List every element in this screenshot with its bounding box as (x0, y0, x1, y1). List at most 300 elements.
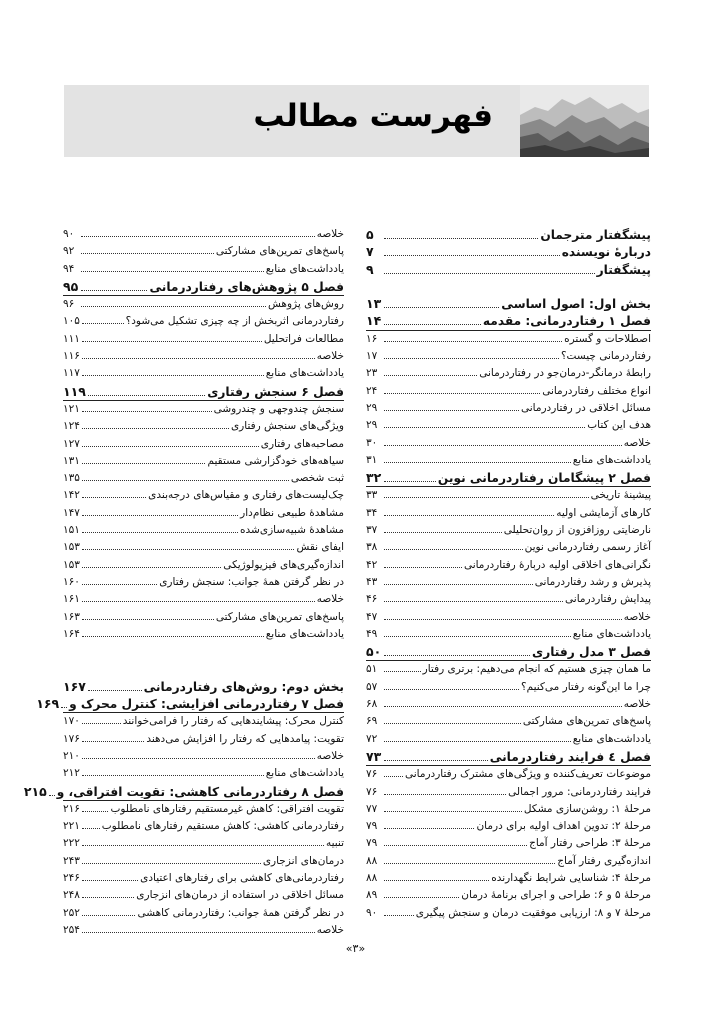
toc-page-number: ۱۳۱ (63, 454, 80, 467)
toc-entry[interactable] (63, 765, 344, 782)
toc-entry-title: خلاصه (316, 228, 344, 240)
dot-leader (82, 438, 259, 447)
toc-entry-title: مسائل اخلاقی در استفاده از درمان‌های انزجاری (136, 889, 344, 902)
toc-entry-title: تنبیه (325, 837, 344, 850)
toc-page-number: ۷ (366, 244, 374, 260)
toc-page-number: ۳۳ (366, 489, 378, 502)
toc-page-number: ۴۲ (366, 558, 378, 571)
page-title: فهرست مطالب (253, 98, 493, 134)
dot-leader (82, 750, 315, 759)
dot-leader (81, 282, 147, 291)
toc-entry[interactable] (366, 887, 651, 904)
toc-page-number: ۴۳ (366, 575, 378, 588)
toc-entry-title: اصطلاحات و گستره (564, 332, 651, 345)
toc-heading-entry[interactable] (23, 783, 344, 801)
toc-entry-title: فصل ۲ پیشگامان رفتاردرمانی نوین (437, 471, 651, 486)
dot-leader (384, 611, 622, 620)
toc-page-number: ۲۴۶ (63, 871, 80, 884)
toc-page-number: ۱۷۶ (63, 732, 80, 745)
toc-entry-title: مرحلهٔ ۱: روشن‌سازی مشکل (523, 802, 651, 815)
toc-entry-title: مسائل اخلاقی در رفتاردرمانی (520, 401, 651, 414)
toc-entry[interactable] (63, 539, 344, 556)
dot-leader (384, 786, 506, 795)
dot-leader (82, 472, 289, 481)
toc-page-number: ۷۲ (366, 732, 378, 745)
dot-leader (384, 265, 595, 274)
toc-page-number: ۹۰ (63, 228, 75, 240)
toc-page-number: ۸۹ (366, 889, 378, 902)
dot-leader (82, 403, 212, 412)
dot-leader (384, 247, 560, 256)
toc-entry-title: رفتاردرمانی‌های کاهشی برای رفتارهای اعتیادی (140, 871, 344, 884)
toc-page-number: ۲۱۵ (23, 783, 47, 799)
toc-entry[interactable] (366, 713, 651, 730)
dot-leader (384, 593, 563, 602)
toc-page-number: ۸۸ (366, 854, 378, 867)
toc-entry[interactable] (63, 436, 344, 453)
toc-page-number: ۲۲۲ (63, 837, 80, 850)
toc-page-number: ۸۸ (366, 871, 378, 884)
toc-page-number: ۹۴ (63, 262, 75, 275)
dot-leader (88, 682, 142, 691)
dot-leader (384, 489, 589, 498)
toc-page-number: ۲۵۴ (63, 923, 80, 936)
toc-page-number: ۱۱۷ (63, 367, 80, 380)
toc-heading-entry[interactable] (63, 383, 344, 401)
dot-leader (384, 820, 474, 829)
dot-leader (384, 663, 421, 672)
toc-page-number: ۱۵۳ (63, 541, 80, 554)
toc-entry[interactable] (366, 505, 651, 522)
toc-entry-title: مشاهدهٔ شبیه‌سازی‌شده (240, 524, 344, 537)
toc-entry-title: پاسخ‌های تمرین‌های مشارکتی (522, 715, 651, 728)
toc-heading-entry[interactable] (366, 243, 651, 260)
toc-entry-title: فرایند رفتاردرمانی: مرور اجمالی (508, 785, 651, 798)
toc-entry[interactable] (63, 801, 344, 818)
toc-entry-title: نارضایتی روزافزون از روان‌تحلیلی (503, 524, 651, 537)
toc-left-column (23, 226, 344, 939)
toc-page-number: ۱۴۷ (63, 506, 80, 519)
toc-entry-title: سیاهه‌های خودگزارشی مستقیم (207, 454, 344, 467)
dot-leader (81, 228, 315, 237)
toc-entry[interactable] (63, 853, 344, 870)
dot-leader (82, 924, 315, 933)
toc-page-number: ۱۶۴ (63, 627, 80, 640)
toc-heading-entry[interactable] (366, 643, 651, 661)
dot-leader (82, 576, 157, 585)
toc-page-number: ۲۴۳ (63, 854, 80, 867)
dot-leader (384, 541, 523, 550)
toc-entry[interactable] (63, 401, 344, 418)
toc-page-number: ۲۹ (366, 419, 378, 432)
toc-entry[interactable] (366, 696, 651, 713)
toc-entry-title: مصاحبه‌های رفتاری (260, 437, 344, 450)
toc-entry-title: یادداشت‌های منابع (265, 767, 344, 780)
toc-entry-title: کارهای آزمایشی اولیه (556, 506, 651, 519)
toc-entry-title: دربارهٔ نویسنده (561, 245, 651, 260)
dot-leader (384, 907, 414, 916)
dot-leader (81, 263, 264, 272)
toc-page-number: ۱۶۷ (63, 678, 86, 694)
dot-leader (49, 787, 55, 796)
toc-page-number: ۳۷ (366, 524, 378, 537)
toc-entry[interactable] (366, 609, 651, 626)
toc-page-number: ۶۸ (366, 698, 378, 711)
dot-leader (384, 647, 530, 656)
toc-page-number: ۱۶۳ (63, 610, 80, 623)
toc-entry[interactable] (366, 731, 651, 748)
toc-entry[interactable] (366, 365, 651, 382)
toc-page-number: ۲۹ (366, 401, 378, 414)
toc-page-number: ۲۴۸ (63, 889, 80, 902)
dot-leader (82, 524, 238, 533)
dot-leader (82, 541, 295, 550)
page-number: «۳» (345, 942, 366, 955)
toc-page-number: ۳۱ (366, 453, 378, 466)
toc-page-number: ۲۲۱ (63, 820, 80, 833)
toc-entry[interactable] (366, 539, 651, 556)
toc-entry[interactable] (366, 400, 651, 417)
dot-leader (384, 733, 571, 742)
dot-leader (82, 803, 109, 812)
dot-leader (384, 698, 622, 707)
toc-entry-title: پاسخ‌های تمرین‌های مشارکتی (215, 610, 344, 623)
toc-page-number: ۳۴ (366, 506, 378, 519)
dot-leader (82, 593, 315, 602)
toc-entry[interactable] (366, 417, 651, 434)
toc-entry-title: تقویت: پیامدهایی که رفتار را افزایش می‌دهند (146, 732, 344, 745)
toc-entry[interactable] (366, 331, 651, 348)
toc-entry[interactable] (63, 591, 344, 608)
dot-leader (384, 333, 562, 342)
toc-page-number: ۲۳ (366, 367, 378, 380)
dot-leader (384, 576, 533, 585)
toc-entry-title: انواع مختلف رفتاردرمانی (542, 384, 651, 397)
toc-entry-title: اندازه‌گیری رفتار آماج (557, 854, 651, 867)
toc-entry[interactable] (63, 574, 344, 591)
toc-page-number: ۳۲ (366, 470, 382, 486)
dot-leader (82, 559, 221, 568)
toc-entry-title: پیدایش رفتاردرمانی (565, 593, 651, 606)
toc-entry-title: یادداشت‌های منابع (572, 453, 651, 466)
toc-heading-entry[interactable] (366, 226, 651, 243)
toc-page-number: ۷۹ (366, 820, 378, 833)
dot-leader (82, 907, 136, 916)
dot-leader (384, 402, 519, 411)
dot-leader (81, 245, 214, 254)
toc-entry[interactable] (63, 418, 344, 435)
dot-leader (384, 524, 502, 533)
dot-leader (384, 367, 477, 376)
toc-page-number: ۱۲۱ (63, 402, 80, 415)
dot-leader (82, 889, 134, 898)
toc-page-number: ۵۱ (366, 663, 378, 676)
toc-entry-title: مرحلهٔ ۴: شناسایی شرایط نگهدارنده (491, 871, 651, 884)
toc-page-number: ۷۶ (366, 768, 378, 781)
dot-leader (82, 420, 229, 429)
dot-leader (384, 872, 489, 881)
toc-entry-title: فصل ۱ رفتاردرمانی: مقدمه (482, 314, 651, 329)
toc-entry[interactable] (366, 801, 651, 818)
toc-entry-title: خلاصه (623, 436, 651, 449)
toc-entry[interactable] (63, 870, 344, 887)
toc-entry[interactable] (366, 835, 651, 852)
toc-entry[interactable] (63, 505, 344, 522)
toc-page-number: ۱۶۹ (36, 696, 60, 712)
dot-leader (384, 855, 555, 864)
toc-page-number: ۱۷۰ (63, 715, 80, 728)
toc-entry-title: مرحلهٔ ۲: تدوین اهداف اولیه برای درمان (476, 820, 651, 833)
toc-spacer (63, 643, 344, 678)
toc-heading-entry[interactable] (366, 261, 651, 278)
dot-leader (88, 387, 205, 396)
dot-leader (384, 803, 522, 812)
toc-entry[interactable] (63, 626, 344, 643)
toc-entry-title: فصل ۶ سنجش رفتاری (207, 384, 344, 399)
toc-spacer (366, 278, 651, 295)
dot-leader (82, 820, 100, 829)
dot-leader (384, 837, 527, 846)
toc-entry-title: در نظر گرفتن همهٔ جوانب: سنجش رفتاری (159, 575, 344, 588)
toc-page-number: ۱۴۲ (63, 489, 80, 502)
dot-leader (384, 752, 488, 761)
dot-leader (82, 455, 206, 464)
toc-page-number: ۵۰ (366, 644, 382, 660)
toc-page-number: ۱۶ (366, 332, 378, 345)
toc-entry[interactable] (63, 731, 344, 748)
toc-entry[interactable] (366, 853, 651, 870)
dot-leader (384, 628, 571, 637)
dot-leader (384, 454, 571, 463)
dot-leader (82, 837, 324, 846)
toc-entry[interactable] (63, 557, 344, 574)
toc-heading-entry[interactable] (63, 678, 344, 695)
toc-entry-title: پیشگفتار (596, 262, 651, 277)
toc-heading-entry[interactable] (366, 469, 651, 487)
toc-entry-title: خلاصه (316, 350, 344, 363)
dot-leader (82, 628, 264, 637)
toc-entry-title: مطالعات فراتحلیل (263, 332, 344, 345)
toc-entry-title: بخش دوم: روش‌های رفتاردرمانی (143, 679, 344, 694)
toc-entry[interactable] (366, 348, 651, 365)
dot-leader (384, 559, 462, 568)
toc-page-number: ۷۷ (366, 802, 378, 815)
toc-page-number: ۹۵ (63, 278, 79, 294)
toc-entry-title: مرحلهٔ ۵ و ۶: طراحی و اجرای برنامهٔ درمان (461, 889, 651, 902)
toc-entry-title: ثبت شخصی (290, 472, 344, 485)
dot-leader (384, 681, 519, 690)
toc-entry[interactable] (63, 487, 344, 504)
toc-entry-title: ایفای نقش (296, 541, 344, 554)
dot-leader (384, 299, 499, 308)
toc-entry-title: خلاصه (623, 698, 651, 711)
toc-entry[interactable] (63, 522, 344, 539)
toc-entry[interactable] (366, 679, 651, 696)
dot-leader (82, 489, 146, 498)
dot-leader (384, 437, 622, 446)
dot-leader (384, 889, 459, 898)
toc-entry[interactable] (63, 313, 344, 330)
toc-entry-title: موضوعات تعریف‌کننده و ویژگی‌های مشترک رفتاردرمانی (404, 768, 651, 781)
toc-entry-title: کنترل محرک: پیشایندهایی که رفتار را فرامی‌خوانند (122, 715, 344, 728)
toc-entry-title: روش‌های پژوهش (268, 298, 344, 311)
toc-entry[interactable] (63, 296, 344, 313)
toc-page-number: ۱۱۶ (63, 350, 80, 363)
toc-entry-title: درمان‌های انزجاری (262, 854, 344, 867)
toc-entry-title: رابطهٔ درمانگر-درمان‌جو در رفتاردرمانی (479, 367, 651, 380)
toc-entry-title: یادداشت‌های منابع (572, 732, 651, 745)
toc-page-number: ۷۹ (366, 837, 378, 850)
dot-leader (384, 419, 585, 428)
dot-leader (384, 507, 554, 516)
toc-entry-title: چرا ما این‌گونه رفتار می‌کنیم؟ (521, 680, 651, 693)
toc-entry-title: در نظر گرفتن همهٔ جوانب: رفتاردرمانی کاهشی (137, 906, 344, 919)
toc-entry[interactable] (366, 905, 651, 922)
toc-entry[interactable] (63, 261, 344, 278)
toc-page-number: ۱۵۳ (63, 558, 80, 571)
toc-right-column (366, 226, 651, 922)
toc-entry-title: فصل ٤ فرایند رفتاردرمانی (489, 749, 651, 764)
toc-entry-title: خلاصه (316, 749, 344, 762)
dot-leader (82, 855, 261, 864)
dot-leader (82, 350, 315, 359)
toc-entry[interactable] (366, 818, 651, 835)
toc-entry[interactable] (366, 626, 651, 643)
toc-entry-title: ما همان چیزی هستیم که انجام می‌دهیم: برتری رفتار (422, 663, 651, 676)
dot-leader (81, 298, 266, 307)
toc-page-number: ۲۱۶ (63, 802, 80, 815)
toc-entry[interactable] (63, 818, 344, 835)
toc-heading-entry[interactable] (366, 312, 651, 330)
toc-entry-title: مرحلهٔ ۳: طراحی رفتار آماج (529, 837, 651, 850)
toc-page-number: ۹ (366, 261, 374, 277)
toc-heading-entry[interactable] (36, 695, 344, 713)
toc-entry[interactable] (63, 748, 344, 765)
dot-leader (82, 367, 264, 376)
toc-entry[interactable] (366, 870, 651, 887)
toc-entry-title: خلاصه (316, 923, 344, 936)
toc-entry[interactable] (366, 591, 651, 608)
toc-entry[interactable] (63, 609, 344, 626)
toc-entry[interactable] (366, 766, 651, 783)
toc-entry[interactable] (63, 713, 344, 730)
toc-entry[interactable] (63, 453, 344, 470)
toc-entry[interactable] (366, 452, 651, 469)
toc-page-number: ۵۷ (366, 680, 378, 693)
toc-entry[interactable] (366, 383, 651, 400)
toc-page-number: ۱۲۴ (63, 420, 80, 433)
toc-page-number: ۱۴ (366, 313, 382, 329)
toc-page-number: ۴۹ (366, 627, 378, 640)
toc-entry[interactable] (63, 887, 344, 904)
toc-page-number: ۱۷ (366, 350, 378, 363)
toc-entry-title: سنجش چندوجهی و چندروشی (213, 402, 344, 415)
toc-entry[interactable] (63, 835, 344, 852)
toc-entry[interactable] (63, 905, 344, 922)
dot-leader (82, 872, 138, 881)
toc-page-number: ۱۶۱ (63, 593, 80, 606)
toc-entry-title: چک‌لیست‌های رفتاری و مقیاس‌های درجه‌بندی (148, 489, 344, 502)
toc-entry[interactable] (366, 574, 651, 591)
toc-entry-title: یادداشت‌های منابع (572, 627, 651, 640)
toc-entry-title: رفتاردرمانی اثربخش از چه چیزی تشکیل می‌شود؟ (125, 315, 344, 328)
toc-entry-title: پذیرش و رشد رفتاردرمانی (534, 575, 651, 588)
toc-heading-entry[interactable] (366, 748, 651, 766)
toc-entry-title: یادداشت‌های منابع (265, 367, 344, 380)
toc-entry[interactable] (63, 365, 344, 382)
toc-page-number: ۱۶۰ (63, 575, 80, 588)
toc-entry-title: اندازه‌گیری‌های فیزیولوژیکی (223, 558, 344, 571)
toc-entry-title: بخش اول: اصول اساسی (501, 297, 651, 312)
dot-leader (384, 385, 540, 394)
toc-entry-title: خلاصه (623, 610, 651, 623)
toc-entry[interactable] (63, 470, 344, 487)
toc-entry-title: مشاهدهٔ طبیعی نظام‌دار (240, 506, 344, 519)
dot-leader (384, 473, 436, 482)
dot-leader (82, 333, 262, 342)
toc-page-number: ۵ (366, 227, 374, 242)
toc-entry[interactable] (63, 331, 344, 348)
dot-leader (82, 733, 144, 742)
toc-entry-title: نگرانی‌های اخلاقی اولیه دربارهٔ رفتاردرمانی (463, 558, 651, 571)
toc-page-number: ۹۶ (63, 298, 75, 311)
toc-page-number: ۲۱۰ (63, 749, 80, 762)
toc-page-number: ۲۱۲ (63, 767, 80, 780)
toc-entry[interactable] (366, 435, 651, 452)
toc-page-number: ۱۲۷ (63, 437, 80, 450)
toc-page-number: ۱۳ (366, 296, 382, 312)
toc-page-number: ۷۶ (366, 785, 378, 798)
toc-entry[interactable] (63, 226, 344, 243)
toc-page-number: ۳۰ (366, 436, 378, 449)
toc-heading-entry[interactable] (63, 278, 344, 296)
toc-entry[interactable] (63, 243, 344, 260)
toc-page-number: ۴۷ (366, 610, 378, 623)
toc-entry-title: فصل ۵ پژوهش‌های رفتاردرمانی (149, 279, 344, 294)
mountain-landscape-photo (520, 85, 649, 157)
toc-page-number: ۱۱۹ (63, 383, 86, 399)
toc-entry[interactable] (366, 557, 651, 574)
toc-entry-title: یادداشت‌های منابع (265, 262, 344, 275)
toc-entry-title: مرحلهٔ ۷ و ۸: ارزیابی موفقیت درمان و سنجش پیگیری (415, 906, 651, 919)
toc-entry-title: پیشینهٔ تاریخی (590, 489, 651, 502)
toc-entry-title: پیشگفتار مترجمان (540, 228, 651, 242)
toc-entry[interactable] (366, 784, 651, 801)
toc-page-number: ۱۱۱ (63, 332, 80, 345)
dot-leader (384, 768, 403, 777)
toc-entry-title: فصل ۷ رفتاردرمانی افزایشی: کنترل محرک و (69, 697, 344, 712)
toc-entry[interactable] (63, 348, 344, 365)
toc-page-number: ۳۸ (366, 541, 378, 554)
dot-leader (384, 316, 481, 325)
toc-entry-title: ویژگی‌های سنجش رفتاری (230, 420, 344, 433)
toc-page-number: ۶۹ (366, 715, 378, 728)
toc-entry-title: خلاصه (316, 593, 344, 606)
dot-leader (384, 350, 559, 359)
toc-entry-title: فصل ۸ رفتاردرمانی کاهشی: تقویت افتراقی، و (56, 784, 344, 799)
toc-entry-title: رفتاردرمانی کاهشی: کاهش مستقیم رفتارهای نامطلوب (101, 820, 344, 833)
toc-heading-entry[interactable] (366, 295, 651, 312)
toc-page-number: ۱۳۵ (63, 472, 80, 485)
toc-entry[interactable] (366, 487, 651, 504)
dot-leader (82, 715, 121, 724)
dot-leader (61, 699, 67, 708)
toc-entry[interactable] (63, 922, 344, 939)
dot-leader (384, 230, 538, 239)
toc-entry-title: هدف این کتاب (587, 419, 651, 432)
toc-entry[interactable] (366, 661, 651, 678)
toc-entry[interactable] (366, 522, 651, 539)
